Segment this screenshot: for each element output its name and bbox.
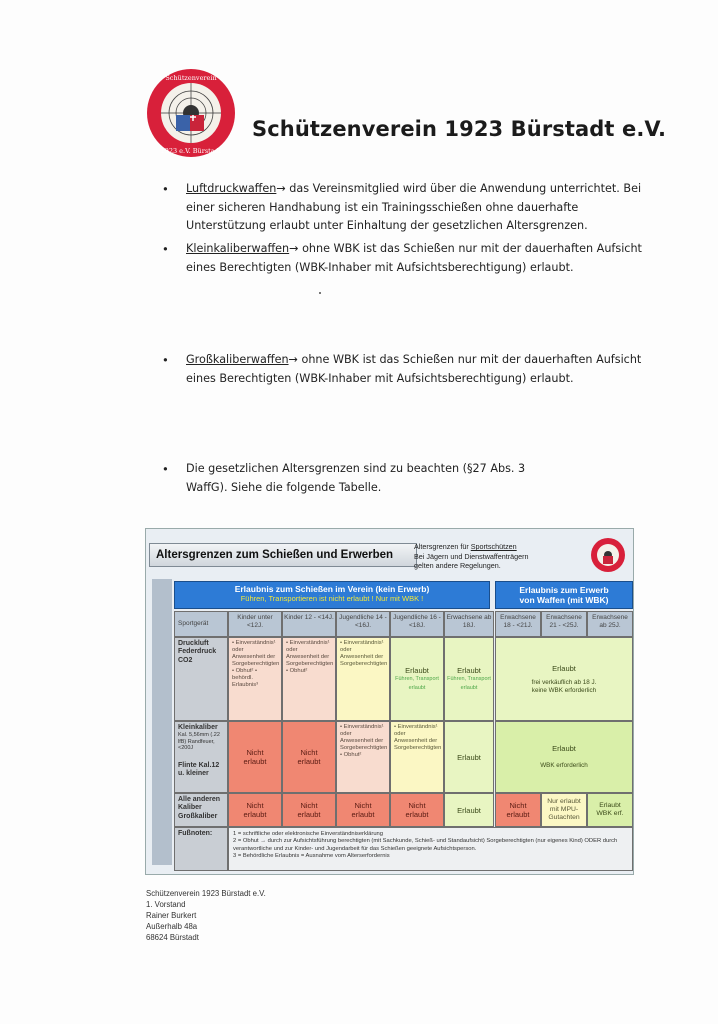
table-note xyxy=(414,542,529,571)
cell-r1c5 xyxy=(444,637,494,721)
col-header: Erwachsene 21 - <25J. xyxy=(541,611,587,637)
cell-note: Führen, Transport erlaubt xyxy=(447,675,491,691)
cell-text: Nicht erlaubt xyxy=(243,801,267,819)
bullet-luftdruck xyxy=(186,180,656,236)
cell-r3c8 xyxy=(587,793,633,827)
cell-text: Nicht erlaubt xyxy=(297,748,321,766)
address-line: Rainer Burkert xyxy=(146,911,197,920)
band-subtitle: von Waffen (mit WBK) xyxy=(519,595,609,605)
row-subtitle: Kal. 5,56mm (.22 lfB) Randfeuer, <200J xyxy=(178,732,220,752)
cell-note: frei verkäuflich ab 18 J. keine WBK erforderlich xyxy=(531,678,597,694)
bullet-text: ohne WBK ist das Schießen nur mit der dauerhaften Aufsicht eines Berechtigten (WBK-Inhaber mit Aufsichtsberechtigung) erlaubt. xyxy=(186,353,642,385)
bullet-term: Kleinkaliberwaffen xyxy=(186,242,290,255)
club-address xyxy=(146,888,266,943)
cell-r3c5 xyxy=(444,793,494,827)
arrow-icon: → xyxy=(288,353,298,366)
club-seal-icon xyxy=(590,537,626,573)
scan-speck xyxy=(319,292,321,294)
band-title: Erlaubnis zum Schießen im Verein (kein Erwerb) xyxy=(234,584,430,594)
col-header: Jugendliche 14 - <16J. xyxy=(336,611,390,637)
footnote: 1 = schriftliche oder elektronische Einverständniserklärung xyxy=(233,831,383,837)
table-side-strip xyxy=(152,579,172,865)
footnotes xyxy=(228,827,633,871)
bullet-text: Die gesetzlichen Altersgrenzen sind zu beachten (§27 Abs. 3 WaffG). Siehe die folgende Tabelle. xyxy=(186,462,526,494)
svg-text:1923 e.V. Bürstadt: 1923 e.V. Bürstadt xyxy=(160,147,222,155)
row-title: Flinte Kal.12 u. kleiner xyxy=(178,761,220,778)
cell-text: Nicht erlaubt xyxy=(405,801,429,819)
cell-text: Erlaubt xyxy=(457,752,481,762)
arrow-icon: → xyxy=(276,182,286,195)
cell-r2c5 xyxy=(444,721,494,793)
cell-r3c3 xyxy=(336,793,390,827)
col-header: Sportgerät xyxy=(174,611,228,637)
note-text: gelten andere Regelungen. xyxy=(414,561,501,570)
cell-text: Erlaubt xyxy=(552,663,576,673)
arrow-icon: → xyxy=(289,242,299,255)
page-title: Schützenverein 1923 Bürstadt e.V. xyxy=(252,117,667,141)
cell-r1-acq xyxy=(495,637,633,721)
row-header-druckluft: Druckluft Federdruck CO2 xyxy=(174,637,228,721)
note-text: Bei Jägern und Dienstwaffenträgern xyxy=(414,551,529,561)
cell-r2c3: • Einverständnis¹ oder Anwesenheit der Sorgeberechtigten • Obhut² xyxy=(336,721,390,793)
footnote: 2 = Obhut → durch zur Aufsichtsführung berechtigten (mit Sachkunde, Schieß- und Standaufsicht) Sorgeberechtigten (nur eigenes Kind) ODER durch verantwortliche und zur Kinder- und Jugendarbeit für das Schießen geeignete Aufsichtsperson. xyxy=(233,838,618,852)
band-acquisition xyxy=(495,581,633,609)
col-header: Kinder 12 - <14J. xyxy=(282,611,336,637)
note-text: Altersgrenzen für xyxy=(414,542,471,551)
cell-r3c7 xyxy=(541,793,587,827)
cell-text: Nicht erlaubt xyxy=(506,801,530,819)
bullet-grosskaliber xyxy=(186,351,656,388)
col-header: Erwachsene 18 - <21J. xyxy=(495,611,541,637)
row-header-kleinkaliber xyxy=(174,721,228,793)
bullet-dot: • xyxy=(162,462,169,476)
col-header: Erwachsene ab 18J. xyxy=(444,611,494,637)
cell-text: Nicht erlaubt xyxy=(297,801,321,819)
footnotes-header: Fußnoten: xyxy=(174,827,228,871)
cell-text: Erlaubt xyxy=(552,744,576,753)
table-title: Altersgrenzen zum Schießen und Erwerben xyxy=(149,543,417,567)
row-header-grosskaliber: Alle anderen Kaliber Großkaliber xyxy=(174,793,228,827)
cell-r3c6 xyxy=(495,793,541,827)
address-line: Außerhalb 48a xyxy=(146,922,198,931)
row-title: Kleinkaliber xyxy=(178,724,218,731)
address-line: 68624 Bürstadt xyxy=(146,933,199,942)
cell-r1c4 xyxy=(390,637,444,721)
bullet-altersgrenzen xyxy=(186,460,546,497)
cell-note: Führen, Transport erlaubt xyxy=(395,675,439,691)
cell-text: Nur erlaubt mit MPU-Gutachten xyxy=(547,798,581,821)
cell-r1c3: • Einverständnis¹ oder Anwesenheit der Sorgeberechtigten xyxy=(336,637,390,721)
bullet-term: Großkaliberwaffen xyxy=(186,353,289,366)
cell-r3c4 xyxy=(390,793,444,827)
bullet-dot: • xyxy=(162,353,169,367)
cell-text: Erlaubt xyxy=(457,665,481,675)
cell-text: Erlaubt xyxy=(405,665,429,675)
cell-r1c2: • Einverständnis¹ oder Anwesenheit der Sorgeberechtigten • Obhut² xyxy=(282,637,336,721)
col-header: Kinder unter <12J. xyxy=(228,611,282,637)
col-header: Jugendliche 16 - <18J. xyxy=(390,611,444,637)
cell-text: Nicht erlaubt xyxy=(243,748,267,766)
address-line: 1. Vorstand xyxy=(146,900,186,909)
bullet-dot: • xyxy=(162,182,169,196)
cell-r2c2 xyxy=(282,721,336,793)
cell-r3c1 xyxy=(228,793,282,827)
col-header: Erwachsene ab 25J. xyxy=(587,611,633,637)
bullet-text: ohne WBK ist das Schießen nur mit der dauerhaften Aufsicht eines Berechtigten (WBK-Inhaber mit Aufsichtsberechtigung) erlaubt. xyxy=(186,242,642,274)
cell-text: Erlaubt WBK erf. xyxy=(596,802,624,817)
bullet-kleinkaliber xyxy=(186,240,656,277)
cell-r2-acq xyxy=(495,721,633,793)
bullet-term: Luftdruckwaffen xyxy=(186,182,277,195)
cell-r3c2 xyxy=(282,793,336,827)
cell-note: WBK erforderlich xyxy=(540,762,588,769)
club-logo xyxy=(146,68,236,158)
note-link: Sportschützen xyxy=(470,542,517,551)
cell-r1c1: • Einverständnis¹ oder Anwesenheit der Sorgeberechtigten • Obhut² • behördl. Erlaubnis³ xyxy=(228,637,282,721)
svg-text:Schützenverein: Schützenverein xyxy=(165,74,217,82)
cell-text: Erlaubt xyxy=(457,805,481,815)
address-line: Schützenverein 1923 Bürstadt e.V. xyxy=(146,889,266,898)
cell-text: Nicht erlaubt xyxy=(351,801,375,819)
band-title: Erlaubnis zum Erwerb xyxy=(519,585,609,595)
band-subtitle: Führen, Transportieren ist nicht erlaubt ! Nur mit WBK ! xyxy=(240,594,424,603)
band-shooting xyxy=(174,581,490,609)
cell-r2c4: • Einverständnis¹ oder Anwesenheit der Sorgeberechtigten xyxy=(390,721,444,793)
cell-r2c1 xyxy=(228,721,282,793)
bullet-dot: • xyxy=(162,242,169,256)
bullet-text: das Vereinsmitglied wird über die Anwendung unterrichtet. Bei einer sicheren Handhabung ist ein Trainingsschießen ohne dauerhafte Unterstützung erlaubt unter Einhaltung der gesetzlichen Altersgrenzen. xyxy=(186,182,642,232)
footnote: 3 = Behördliche Erlaubnis = Ausnahme vom Alterserfordernis xyxy=(233,853,390,860)
age-limits-table xyxy=(145,528,634,875)
